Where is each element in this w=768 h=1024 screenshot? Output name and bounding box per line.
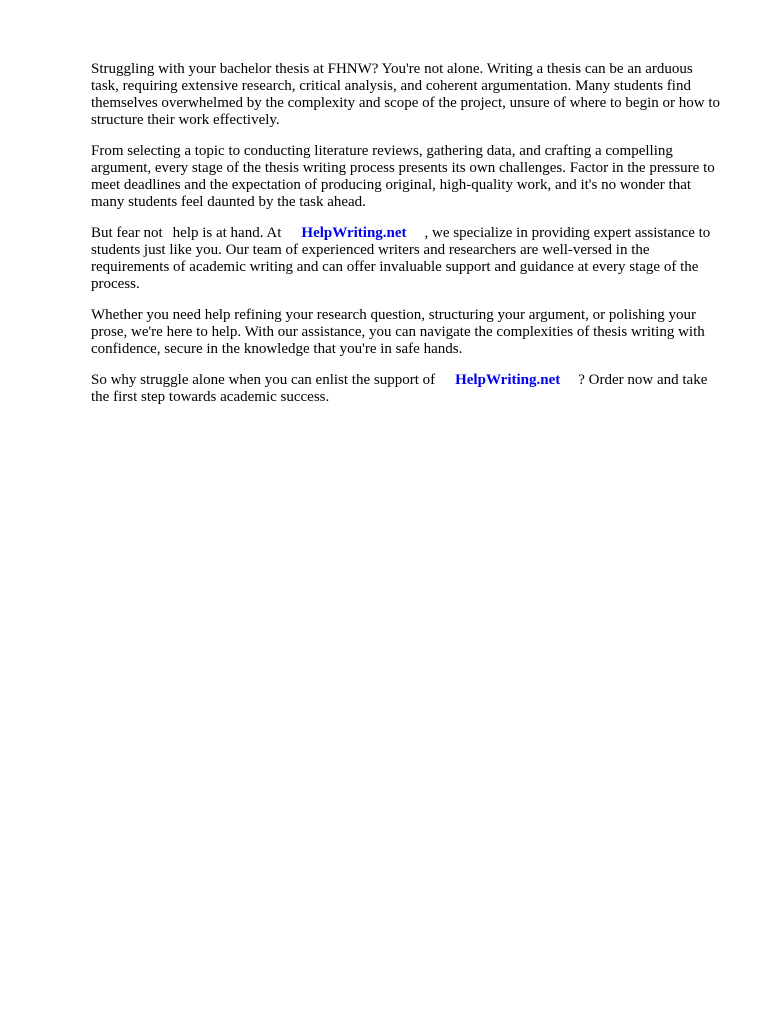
paragraph-cta-text-b: ? Order now and take the first step towards academic success. — [91, 372, 708, 405]
paragraph-challenges: From selecting a topic to conducting literature reviews, gathering data, and crafting a compelling argument, every stage of the thesis writing process presents its own challenges. Factor in the pressure to meet deadlines and the expectation of producing original, high-quality work, and it's no wonder that many students feel daunted by the task ahead. — [91, 143, 715, 210]
paragraph-cta-text-a: So why struggle alone when you can enlist the support of — [91, 372, 436, 388]
helpwriting-link-cta[interactable]: HelpWriting.net — [455, 372, 561, 388]
paragraph-cta — [91, 372, 723, 406]
paragraph-help-text-a: But fear not — [91, 225, 163, 241]
paragraph-help-text-c: , we specialize in providing expert assistance to students just like you. Our team of experienced writers and researchers are well-versed in the requirements of academic writing and can offer invaluable support and guidance at every stage of the process. — [91, 225, 711, 292]
helpwriting-link[interactable]: HelpWriting.net — [301, 225, 407, 241]
paragraph-assistance: Whether you need help refining your research question, structuring your argument, or polishing your prose, we're here to help. With our assistance, you can navigate the complexities of thesis writing with confidence, secure in the knowledge that you're in safe hands. — [91, 307, 705, 357]
paragraph-help-text-b: help is at hand. At — [172, 225, 282, 241]
paragraph-intro: Struggling with your bachelor thesis at FHNW? You're not alone. Writing a thesis can be an arduous task, requiring extensive research, critical analysis, and coherent argumentation. Many students find themselves overwhelmed by the complexity and scope of the project, unsure of where to begin or how to structure their work effectively. — [91, 61, 720, 128]
document-body — [91, 61, 723, 420]
paragraph-help — [91, 225, 723, 293]
